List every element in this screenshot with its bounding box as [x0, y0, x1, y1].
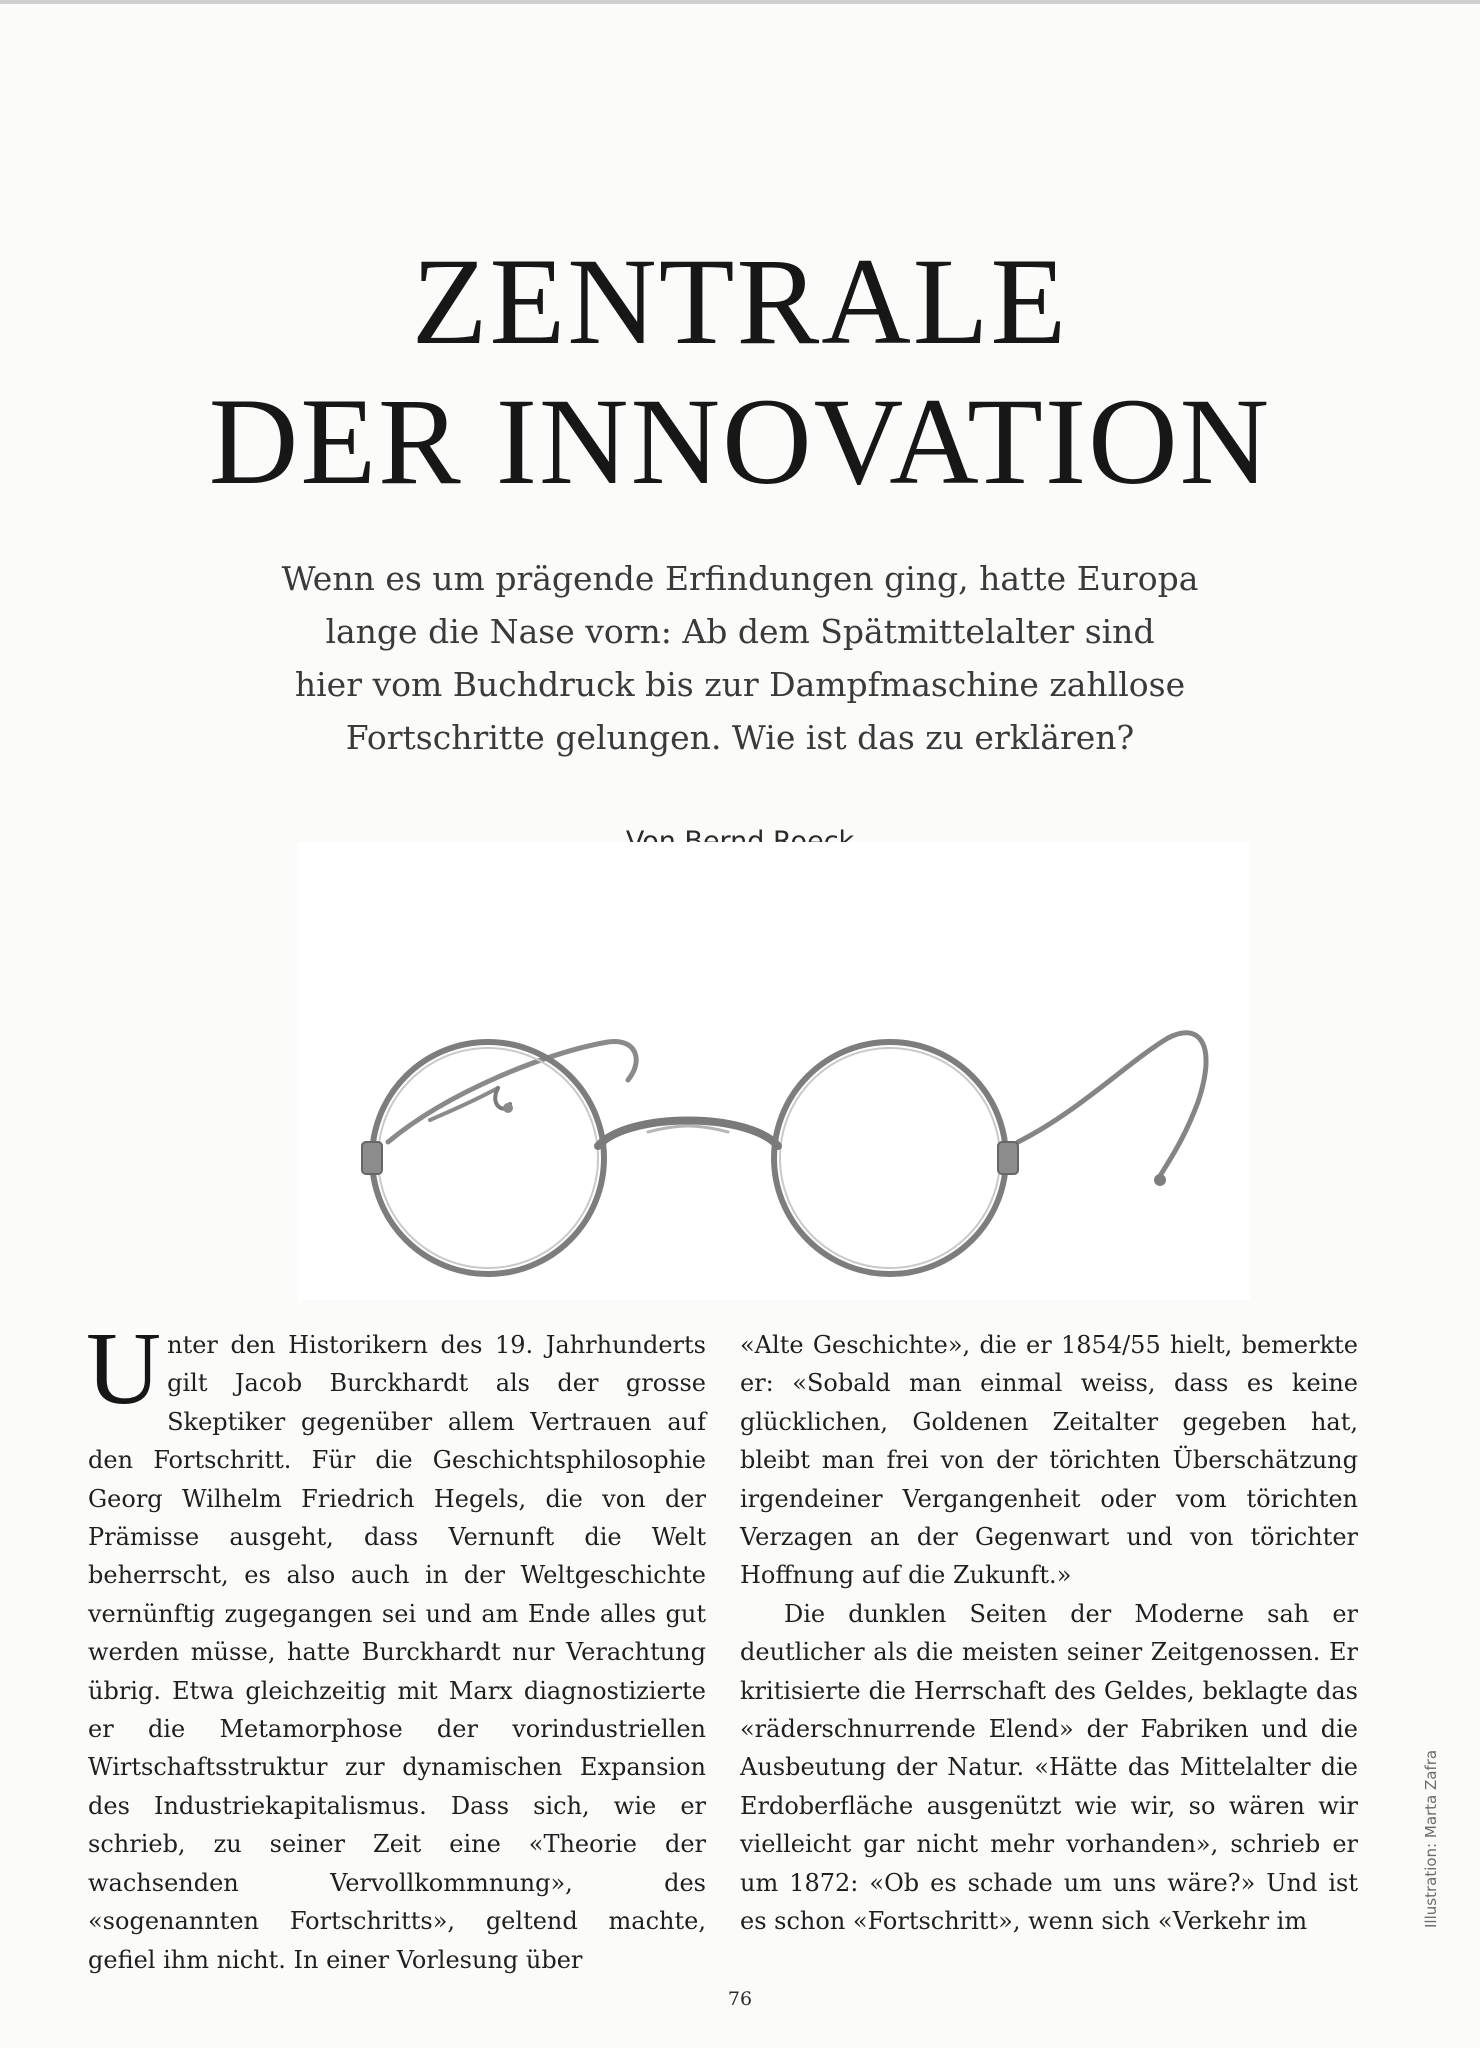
body-paragraph: «Alte Geschichte», die er 1854/55 hielt, bemerkte er: «Sobald man einmal weiss, dass es keine glücklichen, Goldenen Zeitalter gegeben hat, bleibt man frei von der törichten Überschätzung irgendeiner Vergangenheit oder vom törichten Verzagen an der Gegenwart und von törichter Hoffnung auf die Zukunft.»	[740, 1331, 1358, 1590]
title-line-2: DER INNOVATION	[208, 373, 1272, 510]
lead-line: hier vom Buchdruck bis zur Dampfmaschine zahllose	[294, 665, 1186, 704]
lead-line: Fortschritte gelungen. Wie ist das zu erklären?	[345, 718, 1135, 757]
page-number: 76	[727, 1988, 753, 2010]
title-line-1: ZENTRALE	[411, 233, 1069, 370]
body-paragraph	[86, 1311, 706, 1979]
illustration-credit: Illustration: Marta Zafra	[1422, 1749, 1440, 1928]
drop-cap: U	[86, 1311, 162, 1426]
round-spectacles-icon	[298, 842, 1250, 1300]
lead-line: Wenn es um prägende Erfindungen ging, hatte Europa	[281, 559, 1199, 598]
body-paragraph: Die dunklen Seiten der Moderne sah er deutlicher als die meisten seiner Zeitgenossen. Er kritisierte die Herrschaft des Geldes, beklagte das «räderschnurrende Elend» der Fabriken und die Ausbeutung der Natur. «Hätte das Mittelalter die Erdoberfläche ausgenützt wie wir, so wären wir vielleicht gar nicht mehr vorhanden», schrieb er um 1872: «Ob es schade um uns wäre?» Und ist es schon «Fortschritt», wenn sich «Verkehr im	[740, 1599, 1358, 1936]
article-title	[0, 232, 1480, 512]
body-column-left	[86, 1311, 706, 1979]
article-lead	[240, 552, 1240, 764]
lead-line: lange die Nase vorn: Ab dem Spätmittelalter sind	[325, 612, 1155, 651]
top-rule	[0, 0, 1480, 4]
body-text: nter den Historikern des 19. Jahrhunderts gilt Jacob Burckhardt als der grosse Skeptiker gegenüber allem Vertrauen auf den Fortschritt. Für die Geschichtsphilosophie Georg Wilhelm Friedrich Hegels, die von der Prämisse ausgeht, dass Vernunft die Welt beherrscht, es also auch in der Weltgeschichte vernünftig zugegangen sei und am Ende alles gut werden müsse, hatte Burckhardt nur Verachtung übrig. Etwa gleichzeitig mit Marx diagnostizierte er die Metamorphose der vorindustriellen Wirtschaftsstruktur zur dynamischen Expansion des Industriekapitalismus. Dass sich, wie er schrieb, zu seiner Zeit eine «Theorie der wachsenden Vervollkommnung», des «sogenannten Fortschritts», geltend machte, gefiel ihm nicht. In einer Vorlesung über	[88, 1331, 706, 1974]
body-column-right	[740, 1326, 1358, 1941]
